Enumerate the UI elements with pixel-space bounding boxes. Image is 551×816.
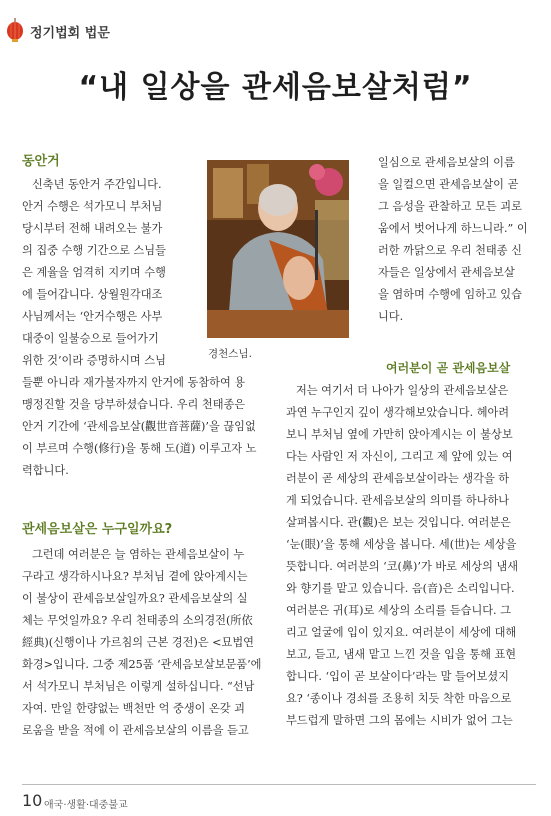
- text-line: 리고 얼굴에 입이 있지요. 여러분이 세상에 대해: [286, 626, 517, 639]
- text-line: 일심으로 관세음보살의 이름: [378, 156, 515, 169]
- text-line: 그런데 여러분은 늘 염하는 관세음보살이 누: [32, 548, 245, 561]
- text-line: 대중이 일불승으로 들어가기: [22, 332, 159, 345]
- text-line: 이 부르며 수행(修行)을 통해 도(道) 이루고자 노: [22, 442, 257, 455]
- text-line: 움에서 벗어나게 하느니라.” 이: [378, 222, 528, 235]
- text-line: 부드럽게 말하면 그의 몸에는 시비가 없어 그는: [286, 714, 513, 727]
- photo-caption: 경천스님.: [208, 348, 252, 360]
- text-line: 위한 것’이라 증명하시며 스님: [22, 354, 166, 367]
- article-title: “내 일상을 관세음보살처럼”: [78, 70, 473, 105]
- text-line: 經典)(신행이나 가르침의 근본 경전)은 <묘법연: [22, 636, 254, 649]
- text-line: 러분이 곧 세상의 관세음보살이라는 생각을 하: [286, 472, 510, 485]
- text-line: 을 일컬으면 관세음보살이 곧: [378, 178, 519, 191]
- text-line: 와 향기를 맡고 있습니다. 음(音)은 소리입니다.: [286, 582, 515, 595]
- right-body-paragraph: [286, 380, 536, 732]
- text-line: 은 계율을 엄격히 지키며 수행: [22, 266, 166, 279]
- text-line: 의 집중 수행 기간으로 스님들: [22, 244, 166, 257]
- text-line: 자들은 일상에서 관세음보살: [378, 266, 515, 279]
- footer-divider: [22, 784, 536, 785]
- text-line: 다는 사람인 저 자신이, 그리고 제 앞에 있는 여: [286, 450, 513, 463]
- text-line: 보고, 듣고, 냄새 맡고 느낀 것을 입을 통해 표현: [286, 648, 517, 661]
- text-line: 을 염하며 수행에 임하고 있습: [378, 288, 522, 301]
- left-section2-paragraph: [22, 544, 272, 742]
- text-line: 보니 부처님 옆에 가만히 앉아계시는 이 불상보: [286, 428, 513, 441]
- text-line: 자여. 만일 한량없는 백천만 억 중생이 온갖 괴: [22, 702, 245, 715]
- heading-who-is-gwanseeum: 관세음보살은 누구일까요?: [22, 522, 173, 537]
- text-line: ‘눈(眼)’을 통해 세상을 봅니다. 세(世)는 세상을: [286, 538, 517, 551]
- text-line: 게 되었습니다. 관세음보살의 의미를 하나하나: [286, 494, 510, 507]
- monk-photo: [207, 160, 349, 338]
- text-line: 이 불상이 관세음보살일까요? 관세음보살의 실: [22, 592, 248, 605]
- text-line: 구라고 생각하시나요? 부처님 곁에 앉아계시는: [22, 570, 248, 583]
- text-line: 합니다. ‘입이 곧 보살이다’라는 말 들어보셨지: [286, 670, 509, 683]
- text-line: 안거 기간에 ‘관세음보살(觀世音菩薩)’을 끊임없: [22, 420, 256, 433]
- text-line: 로움을 받을 적에 이 관세음보살의 이름을 듣고: [22, 724, 249, 737]
- text-line: 체는 무엇일까요? 우리 천태종의 소의경전(所依: [22, 614, 253, 627]
- text-line: 사님께서는 ‘안거수행은 사부: [22, 310, 163, 323]
- text-line: 맹정진할 것을 당부하셨습니다. 우리 천태종은: [22, 398, 246, 411]
- text-line: 력합니다.: [22, 464, 69, 477]
- text-line: 뜻합니다. 여러분의 ‘코(鼻)’가 바로 세상의 냄새: [286, 560, 519, 573]
- page-number: 10: [22, 791, 43, 810]
- text-line: 들뿐 아니라 재가불자까지 안거에 동참하여 용: [22, 376, 246, 389]
- publication-name: 애국·생활·대중불교: [44, 800, 128, 811]
- text-line: 살펴봅시다. 관(觀)은 보는 것입니다. 여러분은: [286, 516, 511, 529]
- text-line: 러한 까닭으로 우리 천태종 신: [378, 244, 522, 257]
- text-line: 니다.: [378, 310, 404, 323]
- text-line: 신축년 동안거 주간입니다.: [32, 178, 162, 191]
- text-line: 과연 누구인지 깊이 생각해보았습니다. 헤아려: [286, 406, 510, 419]
- monk-portrait-image: [207, 160, 349, 338]
- left-wide-paragraph: [22, 372, 272, 482]
- text-line: 화경>입니다. 그중 제25품 ‘관세음보살보문품’에: [22, 658, 262, 671]
- text-line: 당시부터 전해 내려오는 불가: [22, 222, 163, 235]
- text-line: 요? ‘종이나 경쇠를 조용히 치듯 착한 마음으로: [286, 692, 512, 705]
- section-label: 정기법회 법문: [30, 26, 110, 41]
- text-line: 에 들어갑니다. 상월원각대조: [22, 288, 163, 301]
- heading-you-are-gwanseeum: 여러분이 곧 관세음보살: [386, 361, 511, 375]
- left-narrow-paragraph: [22, 174, 200, 372]
- text-line: 저는 여기서 더 나아가 일상의 관세음보살은: [296, 384, 509, 397]
- text-line: 안거 수행은 석가모니 부처님: [22, 200, 163, 213]
- text-line: 그 음성을 관찰하고 모든 괴로: [378, 200, 522, 213]
- heading-dongangeo: 동안거: [22, 154, 60, 169]
- text-line: 서 석가모니 부처님은 이렇게 설하십니다. “선남: [22, 680, 255, 693]
- right-top-paragraph: [378, 152, 536, 328]
- text-line: 여러분은 귀(耳)로 세상의 소리를 듣습니다. 그: [286, 604, 511, 617]
- lantern-icon: [6, 18, 24, 42]
